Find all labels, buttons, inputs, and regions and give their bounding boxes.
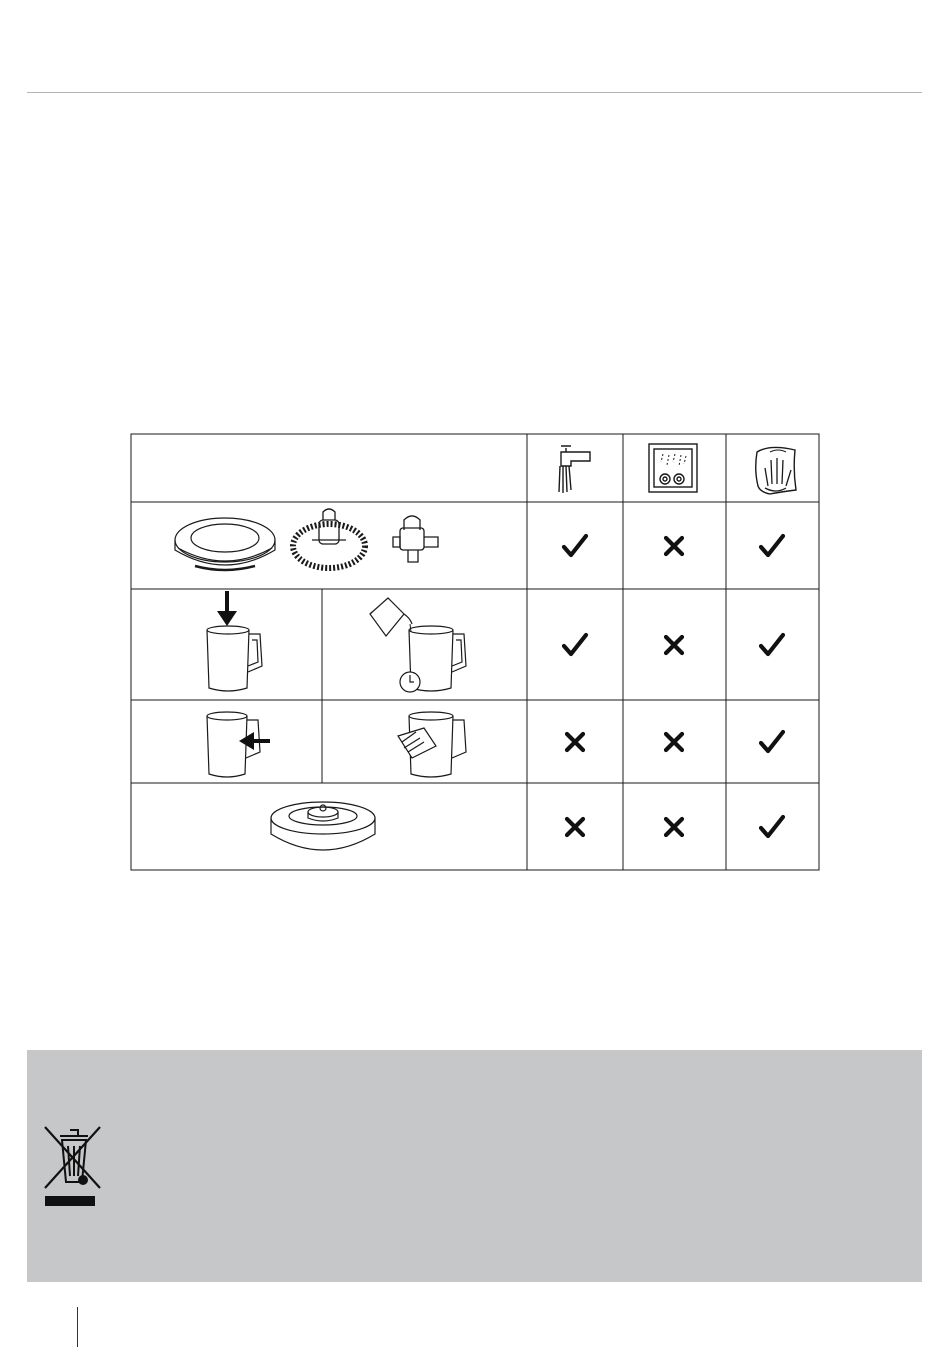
table-grid [131,434,819,870]
whisk-spring-icon [293,509,365,568]
whisk-holder-icon [393,516,438,562]
jug-fill-water-timer-icon [370,598,466,692]
check-mark-row2-tap [564,635,586,654]
hand-wipe-cloth-icon [756,447,796,494]
page-edge-mark [77,1307,78,1347]
cross-mark-row4-tap [567,819,583,835]
cross-mark-row4-dishwasher [666,819,682,835]
cross-mark-row2-dishwasher [666,637,682,653]
status-marks [564,536,783,836]
jug-press-down-icon [207,591,262,691]
cross-mark-row1-dishwasher [666,538,682,554]
cross-mark-row3-dishwasher [666,734,682,750]
cross-mark-row3-tap [567,734,583,750]
lid-icon [175,518,275,570]
check-mark-row2-wipe [761,635,783,654]
power-base-icon [271,802,375,850]
check-mark-row1-wipe [761,536,783,555]
jug-exterior-arrow-icon [207,712,270,777]
check-mark-row4-wipe [761,817,783,836]
check-mark-row3-wipe [761,732,783,751]
disposal-notice [27,1050,922,1282]
dishwasher-icon [649,444,697,492]
crossed-out-wheelie-bin-icon [40,1122,120,1217]
jug-wipe-hand-icon [398,712,466,777]
check-mark-row1-tap [564,536,586,555]
water-tap-icon [559,446,590,493]
